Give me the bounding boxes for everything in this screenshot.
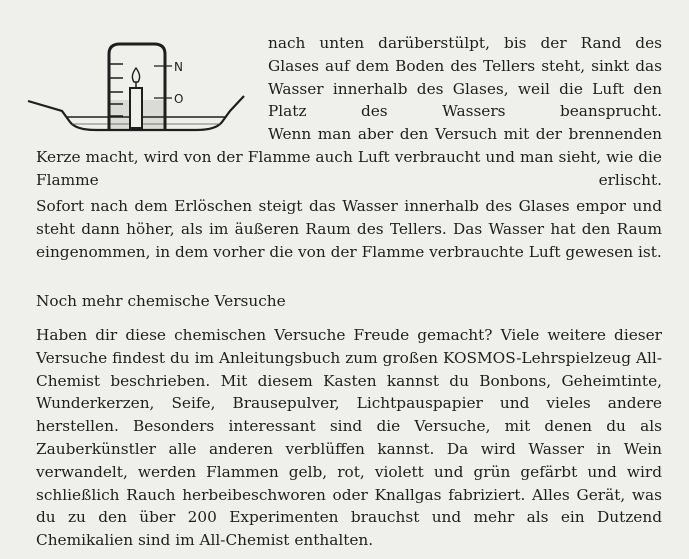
candle-flame [132,68,139,82]
level-o-label: O [174,92,184,106]
candle [130,88,142,128]
paragraph-water-rises: Sofort nach dem Erlöschen steigt das Wasser innerhalb des Glases empor und steht dann höher, als im äußeren Raum des Tellers. Das Wasser hat den Raum eingenommen, in dem vorher die von der Flamme verbrauchte Luft gewesen ist. [36,197,662,261]
paragraph-more-experiments: Haben dir diese chemischen Versuche Freude gemacht? Viele weitere dieser Versuche findest du im Anleitungsbuch zum großen KOSMOS-Lehrspielzeug All-Chemist beschrieben. Mit diesem Kasten kannst du Bonbons, Geheimtinte, Wunderkerzen, Seife, Brausepulver, Lichtpauspapier und vieles andere herstellen. Besonders interessant sind die Versuche, mit denen du als Zauberkünstler alle anderen verblüffen kannst. Da wird Wasser in Wein verwandelt, werden Flammen gelb, rot, violett und grün gefärbt und wird schließlich Rauch herbeibeschworen oder Knallgas fabriziert. Alles Gerät, was du zu den über 200 Experimenten brauchst und mehr als ein Dutzend Chemikalien sind im All-Chemist enthalten. [36,326,662,550]
section-heading: Noch mehr chemische Versuche [36,292,286,310]
paragraph-intro: nach unten darüberstülpt, bis der Rand des Glases auf dem Boden des Tellers steht, sinkt das Wasser innerhalb des Glases, weil die Luft den Platz des Wassers beansprucht. [268,34,662,121]
level-n-label: N [174,60,183,74]
paragraph-candle: Wenn man aber den Versuch mit der brennenden Kerze macht, wird von der Flamme auch Luft verbraucht und man sieht, wie die Flamme erlischt. [36,125,662,189]
